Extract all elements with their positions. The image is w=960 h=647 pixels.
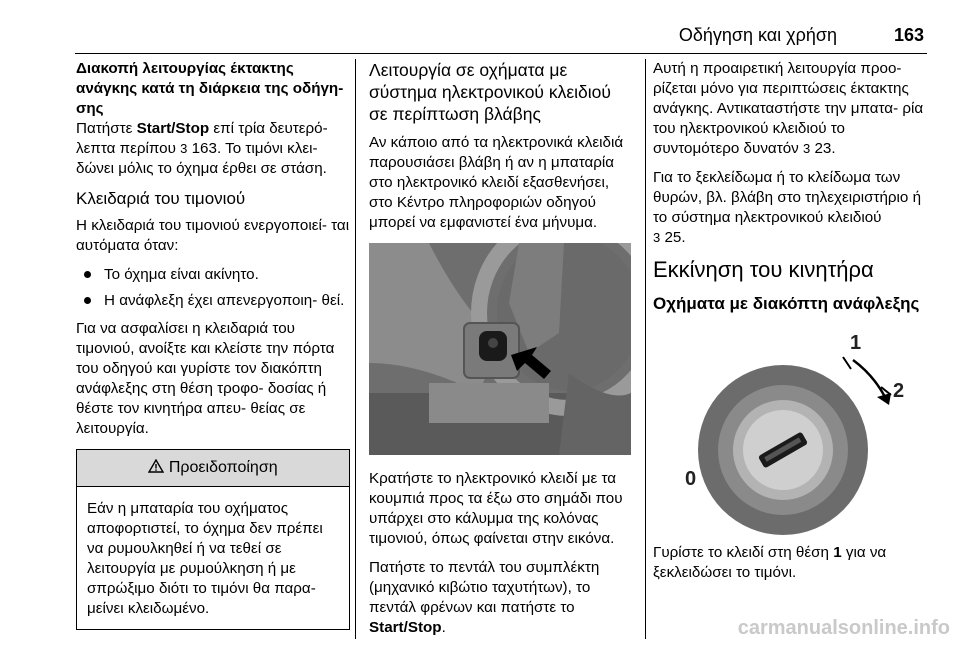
start-stop-label: Start/Stop bbox=[136, 120, 210, 137]
column-left bbox=[76, 59, 352, 630]
paragraph-emergency-only: Αυτή η προαιρετική λειτουργία προο- ρίζεται μόνο για περιπτώσεις έκτακτης ανάγκης. Αντικαταστήστε την μπατα- ρία του ηλεκτρονικού κλειδιού το συντομότερο δυνατόν 3 23. bbox=[653, 60, 924, 157]
list-item: Το όχημα είναι ακίνητο. bbox=[76, 265, 352, 285]
paragraph-key-fault: Αν κάποιο από τα ηλεκτρονικά κλειδιά παρουσιάσει βλάβη ή αν η μπαταρία στο ηλεκτρονικό κλειδί εξασθενήσει, στο Κέντρο πληροφοριών οδηγού μπορεί να εμφανιστεί ένα μήνυμα. bbox=[369, 134, 624, 231]
bullet-list bbox=[76, 265, 352, 311]
column-divider bbox=[355, 59, 356, 639]
page-link[interactable]: 23 bbox=[814, 140, 832, 157]
paragraph-emergency-stop: Πατήστε Start/Stop επί τρία δευτερό- λεπτα περίπου 3 163. Το τιμόνι κλει- δώνει μόλις το όχημα έρθει σε στάση. bbox=[76, 120, 328, 177]
reference-arrow-icon: 3 bbox=[180, 141, 188, 156]
position-label-2: 2 bbox=[893, 380, 905, 402]
column-divider bbox=[645, 59, 646, 639]
paragraph-hold-key: Κρατήστε το ηλεκτρονικό κλειδί με τα κουμπιά προς τα έξω στο σημάδι που υπάρχει στο κάλυμμα της κολόνας τιμονιού, όπως φαίνεται στην εικόνα. bbox=[369, 470, 623, 547]
reference-arrow-icon: 3 bbox=[653, 230, 661, 245]
paragraph-lock-procedure: Για να ασφαλίσει η κλειδαριά του τιμονιού, ανοίξτε και κλείστε την πόρτα του οδηγού και γυρίστε τον διακόπτη ανάφλεξης στη θέση τροφο- δοσίας ή θέστε τον κινητήρα απευ- θείας σε λειτουργία. bbox=[76, 320, 335, 437]
page-header bbox=[0, 0, 960, 54]
watermark: carmanualsonline.info bbox=[737, 617, 950, 639]
paragraph-steering-lock: Η κλειδαριά του τιμονιού ενεργοποιεί- ται αυτόματα όταν: bbox=[76, 217, 350, 254]
heading-steering-lock: Κλειδαριά του τιμονιού bbox=[76, 189, 246, 208]
position-label-0: 0 bbox=[685, 468, 697, 490]
reference-arrow-icon: 3 bbox=[802, 141, 811, 156]
warning-triangle-icon bbox=[148, 459, 168, 476]
heading-electronic-key: Λειτουργία σε οχήματα με σύστημα ηλεκτρονικού κλειδιού σε περίπτωση βλάβης bbox=[369, 60, 611, 124]
column-middle bbox=[369, 59, 634, 647]
warning-box bbox=[76, 449, 350, 630]
warning-header bbox=[77, 450, 349, 487]
warning-text: Εάν η μπαταρία του οχήματος αποφορτιστεί, το όχημα δεν πρέπει να ρυμουλκηθεί ή να τεθεί σε λειτουργία με ρυμούλκηση ή με σπρώξιμο διότι το τιμόνι θα παρα- μείνει κλειδωμένο. bbox=[87, 500, 323, 617]
bullet-icon bbox=[84, 271, 91, 278]
ignition-switch-illustration bbox=[653, 325, 928, 535]
paragraph-press-pedal: Πατήστε το πεντάλ του συμπλέκτη (μηχανικό κιβώτιο ταχυτήτων), το πεντάλ φρένων και πατήστε το Start/Stop. bbox=[369, 559, 600, 636]
column-right bbox=[653, 59, 928, 592]
bullet-icon bbox=[84, 297, 91, 304]
heading-emergency-stop: Διακοπή λειτουργίας έκτακτης ανάγκης κατά τη διάρκεια της οδήγη- σης bbox=[76, 60, 344, 117]
header-rule bbox=[75, 53, 927, 54]
paragraph-door-unlock: Για το ξεκλείδωμα ή το κλείδωμα των θυρών, βλ. βλάβη στο τηλεχειριστήριο ή το σύστημα ηλεκτρονικού κλειδιού 3 25. bbox=[653, 169, 922, 246]
start-stop-label: Start/Stop bbox=[369, 619, 442, 636]
warning-title: Προειδοποίηση bbox=[168, 459, 278, 476]
header-title: Οδήγηση και χρήση bbox=[678, 25, 837, 45]
heading-engine-start: Εκκίνηση του κινητήρα bbox=[653, 257, 874, 282]
position-label-1: 1 bbox=[850, 332, 862, 354]
page-link[interactable]: 25 bbox=[664, 229, 682, 246]
list-item: Η ανάφλεξη έχει απενεργοποιη- θεί. bbox=[76, 291, 352, 311]
steering-column-illustration bbox=[369, 243, 631, 455]
page-link[interactable]: 163 bbox=[191, 140, 217, 157]
heading-ignition-switch: Οχήματα με διακόπτη ανάφλεξης bbox=[653, 294, 920, 313]
page-number: 163 bbox=[893, 25, 924, 45]
paragraph-turn-key: Γυρίστε το κλειδί στη θέση 1 για να ξεκλειδώσει το τιμόνι. bbox=[653, 544, 887, 581]
